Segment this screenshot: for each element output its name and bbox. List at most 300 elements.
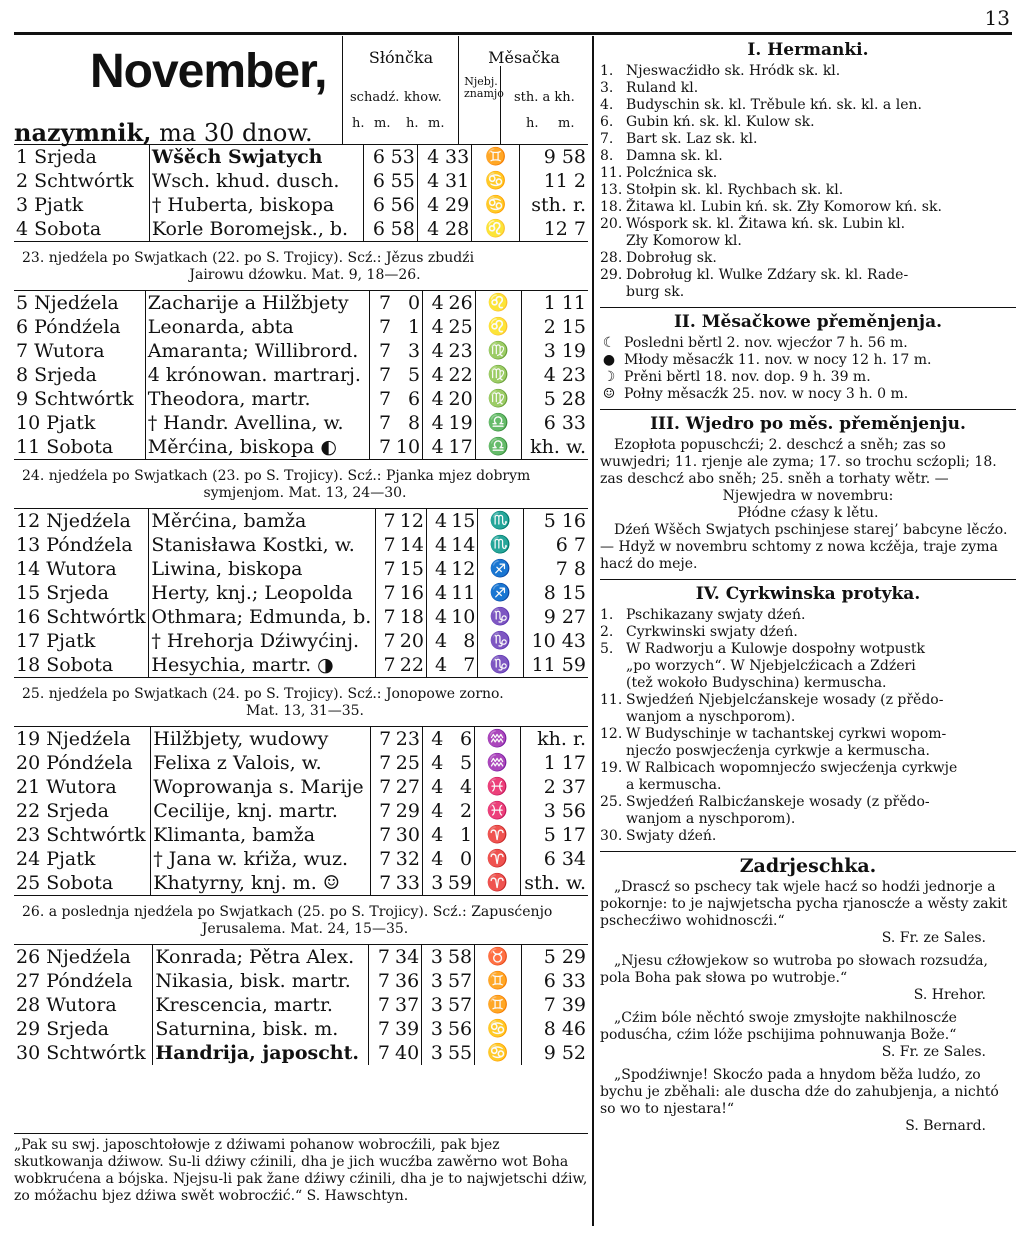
calendar-week-4 — [14, 727, 588, 895]
sunset-hour: 4 — [417, 169, 441, 193]
zodiac-sign-icon: ♋ — [475, 1041, 522, 1065]
sunrise-minute: 8 — [407, 412, 421, 434]
sunday-note-3 — [14, 677, 588, 727]
item-number: 28. — [600, 250, 623, 266]
moon-time: 12 7 — [519, 217, 588, 241]
zodiac-sign-icon: ♐ — [478, 581, 523, 605]
day-cell: 14 Wutora — [16, 558, 117, 580]
zodiac-sign-icon: ♋ — [472, 193, 520, 217]
item-number: 6. — [600, 114, 614, 130]
day-cell: 19 Njedźela — [16, 728, 131, 750]
calendar-row — [14, 945, 588, 969]
sunset-hour: 4 — [423, 339, 446, 363]
calendar-header — [14, 36, 588, 145]
sunrise-hour: 7 — [369, 969, 392, 993]
day-cell: 15 Srjeda — [16, 582, 109, 604]
saint-cell: Khatyrny, knj. m. ☺ — [151, 871, 371, 895]
sunset-hour: 4 — [423, 411, 446, 435]
zodiac-sign-icon: ♍ — [475, 387, 521, 411]
sunrise-minute: 34 — [395, 946, 420, 968]
calendar-row — [14, 169, 588, 193]
item-text: „po worzych“. W Njebjelcźicach a Zdźeri — [626, 658, 916, 674]
sunrise-hour: 7 — [375, 629, 398, 653]
calendar-row — [14, 145, 588, 169]
sunset-minute: 10 — [451, 606, 476, 628]
item-text: Połny měsacźk 25. nov. w nocy 3 h. 0 m. — [624, 386, 909, 402]
moon-phase-item — [600, 369, 1016, 386]
moon-phase-icon: ☺ — [602, 386, 616, 402]
moon-time: 6 33 — [521, 969, 588, 993]
item-number: 11. — [600, 165, 623, 181]
saint-cell: Wšěch Swjatych — [149, 145, 363, 169]
church-item — [600, 658, 1016, 675]
sunset-hour: 4 — [423, 291, 446, 315]
moon-phases-section — [600, 314, 1016, 403]
sunset-hour: 3 — [422, 993, 445, 1017]
calendar-row — [14, 557, 588, 581]
weather-subtitle: Njewjedra w novembru: — [722, 488, 894, 504]
item-text: Stołpin sk. kl. Rychbach sk. kl. — [626, 182, 844, 198]
info-column — [592, 36, 1016, 1226]
sunrise-hour: 6 — [363, 193, 387, 217]
sunrise-hour: 6 — [363, 145, 387, 169]
market-item — [600, 148, 1016, 165]
day-cell: 8 Srjeda — [16, 364, 97, 386]
church-item — [600, 726, 1016, 743]
sunrise-minute: 29 — [395, 800, 420, 822]
day-cell: 11 Sobota — [16, 436, 114, 458]
moon-phase-icon: ☾ — [602, 335, 616, 351]
calendar-row — [14, 193, 588, 217]
moon-time: 9 27 — [523, 605, 588, 629]
set-h: h. — [406, 116, 419, 131]
sunset-minute: 2 — [459, 800, 473, 822]
item-text: wanjom a nyschporom). — [626, 709, 796, 725]
set-label: khow. — [404, 90, 442, 105]
item-number: 20. — [600, 216, 623, 232]
item-number: 7. — [600, 131, 614, 147]
saint-cell: Zacharije a Hilžbjety — [145, 291, 370, 315]
sunset-minute: 33 — [445, 146, 470, 168]
quote-item — [600, 879, 1016, 947]
sunrise-hour: 7 — [375, 557, 398, 581]
item-number: 8. — [600, 148, 614, 164]
moon-time: 7 39 — [521, 993, 588, 1017]
calendar-row — [14, 387, 588, 411]
quote-author: S. Hrehor. — [913, 987, 986, 1003]
saint-cell: † Hrehorja Dźiwyćinj. — [149, 629, 375, 653]
sunset-minute: 59 — [447, 872, 473, 894]
sunset-hour: 4 — [422, 775, 445, 799]
sunrise-minute: 25 — [395, 752, 420, 774]
item-text: W Radworju a Kulowje dospołny wotpustk — [626, 641, 926, 657]
item-text: W Ralbicach wopomnjecźo swjecźenja cyrkwje — [626, 760, 958, 776]
calendar-row — [14, 411, 588, 435]
sunset-hour: 4 — [423, 387, 446, 411]
sunrise-minute: 53 — [390, 146, 415, 168]
sunrise-hour: 6 — [363, 169, 387, 193]
item-number: 2. — [600, 624, 614, 640]
sunrise-minute: 33 — [395, 872, 420, 894]
sunset-hour: 4 — [423, 435, 446, 459]
day-cell: 6 Póndźela — [16, 316, 121, 338]
calendar-row — [14, 993, 588, 1017]
calendar-row — [14, 871, 588, 895]
sunrise-hour: 7 — [375, 581, 398, 605]
moon-time: sth. w. — [520, 871, 588, 895]
moon-time: 6 34 — [520, 847, 588, 871]
item-text: Swjedźeń Ralbicźanskeje wosady (z přědo- — [626, 794, 930, 810]
calendar-row — [14, 533, 588, 557]
sunrise-minute: 39 — [395, 1018, 420, 1040]
item-number: 13. — [600, 182, 623, 198]
item-text: Młody měsacźk 11. nov. w nocy 12 h. 17 m. — [624, 352, 932, 368]
sunday-note-4 — [14, 895, 588, 945]
sunset-minute: 28 — [445, 218, 470, 240]
note-line: Mat. 13, 31—35. — [245, 703, 364, 719]
quote-item — [600, 953, 1016, 1004]
calendar-row — [14, 653, 588, 677]
market-item — [600, 267, 1016, 284]
sunrise-minute: 10 — [395, 436, 421, 458]
sunset-minute: 57 — [447, 970, 473, 992]
zodiac-sign-icon: ♊ — [475, 993, 522, 1017]
calendar-row — [14, 315, 588, 339]
saint-cell: Měrćina, bamža — [149, 509, 375, 533]
saint-cell: Felixa z Valois, w. — [151, 751, 371, 775]
day-cell: 25 Sobota — [16, 872, 114, 894]
sunrise-minute: 14 — [399, 534, 424, 556]
zodiac-sign-icon: ♑ — [478, 629, 523, 653]
sunrise-hour: 7 — [370, 823, 393, 847]
zodiac-sign-icon: ♒ — [475, 751, 521, 775]
item-number: 29. — [600, 267, 623, 283]
item-text: Bart sk. Laz sk. kl. — [626, 131, 758, 147]
zodiac-sign-icon: ♍ — [475, 339, 521, 363]
weather-text: Ezopłota popuschcźi; 2. deschcź a sněh; zas so wuwjedri; 11. rjenje ale zyma; 17. so trochu scźopli; 18. zas deschcź abo sněh; 25. sněh a torhaty wětr. — — [600, 437, 997, 487]
sunset-minute: 26 — [448, 292, 473, 314]
sunrise-hour: 7 — [375, 509, 398, 533]
market-item — [600, 182, 1016, 199]
rise-label: schadź. — [350, 90, 400, 105]
sunset-hour: 3 — [422, 1041, 445, 1065]
item-text: Budyschin sk. kl. Trěbule kń. sk. kl. a len. — [626, 97, 922, 113]
sunrise-hour: 7 — [369, 993, 392, 1017]
saint-cell: Krescencia, martr. — [153, 993, 369, 1017]
moon-time: 8 15 — [523, 581, 588, 605]
sunset-minute: 8 — [463, 630, 476, 652]
day-cell: 30 Schtwórtk — [16, 1042, 146, 1064]
saint-cell: Korle Boromejsk., b. — [149, 217, 363, 241]
item-number: 11. — [600, 692, 623, 708]
day-cell: 5 Njedźela — [16, 292, 119, 314]
saint-cell: Theodora, martr. — [145, 387, 370, 411]
sunset-hour: 4 — [426, 629, 449, 653]
sunset-minute: 7 — [463, 654, 476, 676]
sunrise-minute: 0 — [407, 292, 421, 314]
market-item — [600, 63, 1016, 80]
zodiac-sign-icon: ♑ — [478, 605, 523, 629]
item-text: Swjedźeń Njebjelcźanskeje wosady (z přědo- — [626, 692, 944, 708]
market-item — [600, 199, 1016, 216]
sunrise-minute: 12 — [399, 510, 424, 532]
weather-text-2: Dźeń Wšěch Swjatych pschinjese starej’ babcyne lěcźo. — Hdyž w novembru schtomy z nowa kcźěja, traje zyma hacź do meje. — [600, 522, 1008, 572]
sunrise-hour: 7 — [370, 847, 393, 871]
church-item — [600, 811, 1016, 828]
calendar-row — [14, 435, 588, 459]
church-item — [600, 760, 1016, 777]
saint-cell: Hesychia, martr. ◑ — [149, 653, 375, 677]
sunrise-minute: 18 — [399, 606, 424, 628]
saint-cell: Měrćina, biskopa ◐ — [145, 435, 370, 459]
sun-m: m. — [374, 116, 391, 131]
day-cell: 28 Wutora — [16, 994, 117, 1016]
sunset-minute: 29 — [445, 194, 470, 216]
zodiac-sign-icon: ♓ — [475, 799, 521, 823]
sunset-hour: 4 — [422, 751, 445, 775]
moon-time-label: sth. a kh. — [514, 90, 575, 105]
saint-cell: † Handr. Avellina, w. — [145, 411, 370, 435]
sunday-note-2 — [14, 459, 588, 509]
market-item — [600, 233, 1016, 250]
item-number: 4. — [600, 97, 614, 113]
sunset-hour: 4 — [422, 727, 445, 751]
calendar-row — [14, 847, 588, 871]
moon-time: 2 15 — [522, 315, 588, 339]
moon-time: sth. r. — [519, 193, 588, 217]
item-text: Pschikazany swjaty dźeń. — [626, 607, 806, 623]
day-cell: 21 Wutora — [16, 776, 117, 798]
saint-cell: Hilžbjety, wudowy — [151, 727, 371, 751]
sunrise-hour: 7 — [370, 291, 393, 315]
sunset-hour: 4 — [426, 557, 449, 581]
moon-time: 3 56 — [520, 799, 588, 823]
market-item — [600, 131, 1016, 148]
item-text: Wóspork sk. kl. Žitawa kń. sk. Lubin kl. — [626, 216, 906, 232]
saint-cell: Wsch. khud. dusch. — [149, 169, 363, 193]
zodiac-sign-icon: ♉ — [475, 945, 522, 969]
month-sub-bold: nazymnik, — [14, 118, 152, 147]
quote-text: „Spodźiwnje! Skocźo pada a hnydom běža ludźo, zo bychu je zběhali: ale duscha dźe do zahubjenja, a nichtó so wo to njestara!“ — [600, 1067, 999, 1117]
moon-time: 11 59 — [523, 653, 588, 677]
sunset-hour: 4 — [423, 363, 446, 387]
day-cell: 24 Pjatk — [16, 848, 96, 870]
sunrise-hour: 7 — [370, 751, 393, 775]
church-item — [600, 794, 1016, 811]
calendar-week-3 — [14, 509, 588, 677]
saint-cell: Stanisława Kostki, w. — [149, 533, 375, 557]
sunrise-hour: 7 — [375, 605, 398, 629]
day-cell: 1 Srjeda — [16, 146, 97, 168]
saint-cell: Klimanta, bamža — [151, 823, 371, 847]
calendar-row — [14, 823, 588, 847]
sunset-minute: 4 — [459, 776, 473, 798]
sun-h: h. — [352, 116, 365, 131]
bottom-quote: „Pak su swj. japoschtołowje z dźiwami pohanow wobrocźili, pak bjez skutkowanja dźiwow. Su-li dźiwy cźinili, dha je jich wucźba zawěrno wot Boha wobkrućena a bójska. Njejsu-li pak žane dźiwy cźinili, dha je to najwjetschi dźiw, zo móžachu bjez dźiwa swět wobrocźić.“ S. Hawschtyn. — [14, 1133, 588, 1205]
calendar-row — [14, 727, 588, 751]
item-text: Žitawa kl. Lubin kń. sk. Zły Komorow kń. sk. — [626, 199, 942, 215]
sunrise-minute: 55 — [390, 170, 415, 192]
sunrise-hour: 7 — [370, 799, 393, 823]
quote-text: „Njesu cźłowjekow so wutroba po słowach rozsudźa, pola Boha pak słowa po wutrobje.“ — [600, 953, 988, 986]
sunrise-minute: 22 — [399, 654, 424, 676]
sunset-hour: 4 — [422, 799, 445, 823]
calendar-row — [14, 581, 588, 605]
sunrise-minute: 37 — [395, 994, 420, 1016]
moon-time: 5 28 — [522, 387, 588, 411]
item-text: Swjaty dźeń. — [626, 828, 717, 844]
moon-time: 8 46 — [521, 1017, 588, 1041]
sunrise-hour: 7 — [369, 1041, 392, 1065]
item-text: Dobroług sk. — [626, 250, 717, 266]
moon-time: 2 37 — [520, 775, 588, 799]
day-cell: 10 Pjatk — [16, 412, 96, 434]
month-subtitle — [14, 118, 313, 147]
calendar-row — [14, 1041, 588, 1065]
note-line: Jerusalema. Mat. 24, 15—35. — [201, 921, 409, 937]
sunrise-hour: 7 — [370, 871, 393, 895]
sunrise-hour: 7 — [370, 363, 393, 387]
zodiac-sign-icon: ♏ — [478, 509, 523, 533]
item-number: 25. — [600, 794, 623, 810]
item-number: 1. — [600, 63, 614, 79]
month-title: November, — [90, 45, 327, 98]
item-text: wanjom a nyschporom). — [626, 811, 796, 827]
sunset-minute: 12 — [451, 558, 476, 580]
moon-time: 11 2 — [519, 169, 588, 193]
day-cell: 3 Pjatk — [16, 194, 84, 216]
sunset-hour: 3 — [422, 969, 445, 993]
sunset-minute: 31 — [445, 170, 470, 192]
calendar-row — [14, 291, 588, 315]
moon-time: kh. r. — [520, 727, 588, 751]
sunset-minute: 58 — [447, 946, 473, 968]
quote-author: S. Fr. ze Sales. — [881, 930, 986, 946]
month-sub-days: ma 30 dnow. — [159, 119, 313, 147]
zodiac-sign-icon: ♌ — [475, 291, 521, 315]
day-cell: 4 Sobota — [16, 218, 102, 240]
zodiac-sign-icon: ♊ — [475, 969, 522, 993]
weather-line: Płódne cźasy k lětu. — [737, 505, 879, 521]
moon-time: 10 43 — [523, 629, 588, 653]
sunrise-hour: 7 — [370, 775, 393, 799]
zodiac-sign-icon: ♒ — [475, 727, 521, 751]
sunset-hour: 4 — [417, 193, 441, 217]
page-number: 13 — [984, 6, 1010, 30]
item-text: a kermuscha. — [626, 777, 722, 793]
day-cell: 18 Sobota — [16, 654, 114, 676]
saint-cell: Amaranta; Willibrord. — [145, 339, 370, 363]
set-m: m. — [428, 116, 445, 131]
market-item — [600, 250, 1016, 267]
quote-author: S. Fr. ze Sales. — [881, 1044, 986, 1060]
sunrise-hour: 7 — [375, 533, 398, 557]
day-cell: 17 Pjatk — [16, 630, 96, 652]
sunrise-hour: 7 — [370, 387, 393, 411]
day-cell: 12 Njedźela — [16, 510, 131, 532]
sunset-hour: 4 — [426, 581, 449, 605]
moon-time: 1 11 — [522, 291, 588, 315]
moon-time: 9 52 — [521, 1041, 588, 1065]
sunset-minute: 1 — [459, 824, 473, 846]
note-line: symjenjom. Mat. 13, 24—30. — [203, 485, 407, 501]
note-line: 24. njedźela po Swjatkach (23. po S. Trojicy). Scź.: Pjanka mjez dobrym — [22, 468, 531, 484]
markets-list — [600, 63, 1016, 301]
markets-section — [600, 42, 1016, 301]
church-item — [600, 692, 1016, 709]
sunrise-minute: 23 — [395, 728, 420, 750]
sunset-hour: 3 — [422, 945, 445, 969]
sunset-minute: 11 — [451, 582, 476, 604]
sunrise-hour: 7 — [369, 945, 392, 969]
sunset-hour: 4 — [417, 145, 441, 169]
sunset-hour: 4 — [426, 533, 449, 557]
zodiac-sign-icon: ♋ — [472, 169, 520, 193]
sunset-minute: 20 — [448, 388, 473, 410]
day-cell: 22 Srjeda — [16, 800, 109, 822]
sunrise-minute: 3 — [407, 340, 421, 362]
saint-cell: Cecilije, knj. martr. — [151, 799, 371, 823]
weather-section — [600, 416, 1016, 573]
saint-cell: Saturnina, bisk. m. — [153, 1017, 369, 1041]
sunrise-minute: 40 — [395, 1042, 420, 1064]
market-item — [600, 97, 1016, 114]
calendar-week-5 — [14, 945, 588, 1065]
zodiac-sign-icon: ♑ — [478, 653, 523, 677]
sunset-hour: 4 — [426, 653, 449, 677]
saint-cell: Handrija, japoscht. — [153, 1041, 369, 1065]
note-line: 25. njedźela po Swjatkach (24. po S. Trojicy). Scź.: Jonopowe zorno. — [22, 686, 504, 702]
market-item — [600, 284, 1016, 301]
item-text: (tež wokoło Budyschina) kermuscha. — [626, 675, 887, 691]
sunrise-hour: 7 — [370, 727, 393, 751]
saint-cell: Othmara; Edmunda, b. — [149, 605, 375, 629]
item-text: Gubin kń. sk. kl. Kulow sk. — [626, 114, 815, 130]
sunrise-minute: 27 — [395, 776, 420, 798]
day-cell: 23 Schtwórtk — [16, 824, 146, 846]
sunset-minute: 22 — [448, 364, 473, 386]
church-item — [600, 624, 1016, 641]
sunrise-minute: 16 — [399, 582, 424, 604]
quote-item — [600, 1010, 1016, 1061]
calendar-row — [14, 629, 588, 653]
saint-cell: 4 krónowan. martrarj. — [145, 363, 370, 387]
moon-phase-icon: ● — [602, 352, 616, 368]
note-line: Jairowu dźowku. Mat. 9, 18—26. — [189, 267, 421, 283]
moon-time: 7 8 — [523, 557, 588, 581]
saint-cell: Liwina, biskopa — [149, 557, 375, 581]
sunset-hour: 4 — [417, 217, 441, 241]
zodiac-sign-icon: ♌ — [475, 315, 521, 339]
section-title: III. Wjedro po měs. přeměnjenju. — [650, 414, 966, 434]
sun-header: Słónčka — [368, 48, 434, 67]
sunset-minute: 19 — [448, 412, 473, 434]
moon-phase-icon: ☽ — [602, 369, 616, 385]
quotes-list — [600, 879, 1016, 1135]
moon-header: Měsačka — [488, 48, 560, 67]
sunrise-hour: 7 — [370, 411, 393, 435]
item-text: Prěni běrtl 18. nov. dop. 9 h. 39 m. — [624, 369, 871, 385]
sunrise-hour: 7 — [370, 315, 393, 339]
saint-cell: Konrada; Pětra Alex. — [153, 945, 369, 969]
church-item — [600, 743, 1016, 760]
moon-time: 5 29 — [521, 945, 588, 969]
item-text: Njeswacźidło sk. Hródk sk. kl. — [626, 63, 841, 79]
sunrise-minute: 6 — [407, 388, 421, 410]
calendar-row — [14, 775, 588, 799]
calendar-row — [14, 1017, 588, 1041]
sunrise-hour: 7 — [375, 653, 398, 677]
